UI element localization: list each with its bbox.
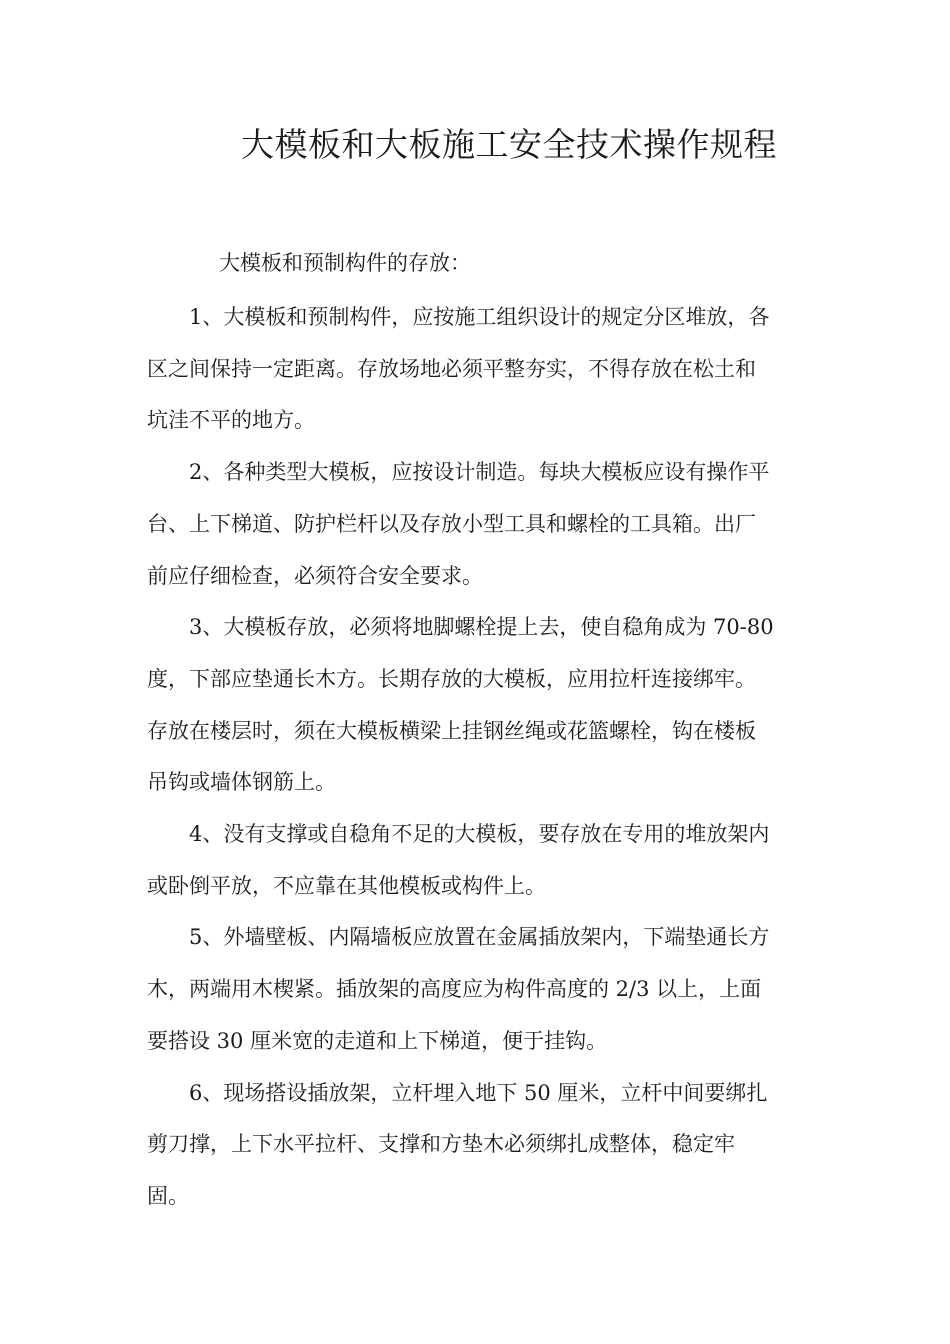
paragraph-4: [147, 809, 807, 912]
paragraph-6: [147, 1068, 807, 1223]
paragraph-3: [147, 602, 807, 809]
paragraph-line: 4、没有支撑或自稳角不足的大模板，要存放在专用的堆放架内: [189, 822, 770, 847]
paragraph-line: 度，下部应垫通长木方。长期存放的大模板，应用拉杆连接绑牢。: [147, 666, 756, 691]
section-heading: 大模板和预制构件的存放：: [219, 251, 471, 275]
paragraph-line: 木，两端用木楔紧。插放架的高度应为构件高度的 2/3 以上，上面: [147, 977, 762, 1002]
document-title: 大模板和大板施工安全技术操作规程: [241, 125, 777, 164]
paragraph-line: 存放在楼层时，须在大模板横梁上挂钢丝绳或花篮螺栓，钩在楼板: [147, 718, 756, 743]
paragraph-5: [147, 912, 807, 1067]
paragraph-line: 台、上下梯道、防护栏杆以及存放小型工具和螺栓的工具箱。出厂: [147, 511, 756, 536]
paragraph-line: 5、外墙壁板、内隔墙板应放置在金属插放架内，下端垫通长方: [189, 925, 770, 950]
paragraph-line: 吊钩或墙体钢筋上。: [147, 770, 336, 795]
paragraph-line: 区之间保持一定距离。存放场地必须平整夯实，不得存放在松土和: [147, 356, 756, 381]
paragraph-line: 坑洼不平的地方。: [147, 408, 315, 433]
paragraph-line: 剪刀撑，上下水平拉杆、支撑和方垫木必须绑扎成整体，稳定牢: [147, 1132, 735, 1157]
paragraph-line: 2、各种类型大模板，应按设计制造。每块大模板应设有操作平: [189, 460, 770, 485]
paragraph-line: 6、现场搭设插放架，立杆埋入地下 50 厘米，立杆中间要绑扎: [189, 1080, 768, 1105]
paragraph-line: 或卧倒平放，不应靠在其他模板或构件上。: [147, 873, 546, 898]
paragraph-line: 固。: [147, 1183, 189, 1208]
paragraph-1: [147, 292, 807, 447]
paragraph-line: 前应仔细检查，必须符合安全要求。: [147, 563, 483, 588]
paragraph-2: [147, 447, 807, 602]
paragraph-line: 3、大模板存放，必须将地脚螺栓提上去，使自稳角成为 70-80: [189, 615, 774, 640]
document-body: [147, 292, 807, 1223]
paragraph-line: 要搭设 30 厘米宽的走道和上下梯道，便于挂钩。: [147, 1028, 608, 1053]
paragraph-line: 1、大模板和预制构件，应按施工组织设计的规定分区堆放，各: [189, 305, 770, 329]
